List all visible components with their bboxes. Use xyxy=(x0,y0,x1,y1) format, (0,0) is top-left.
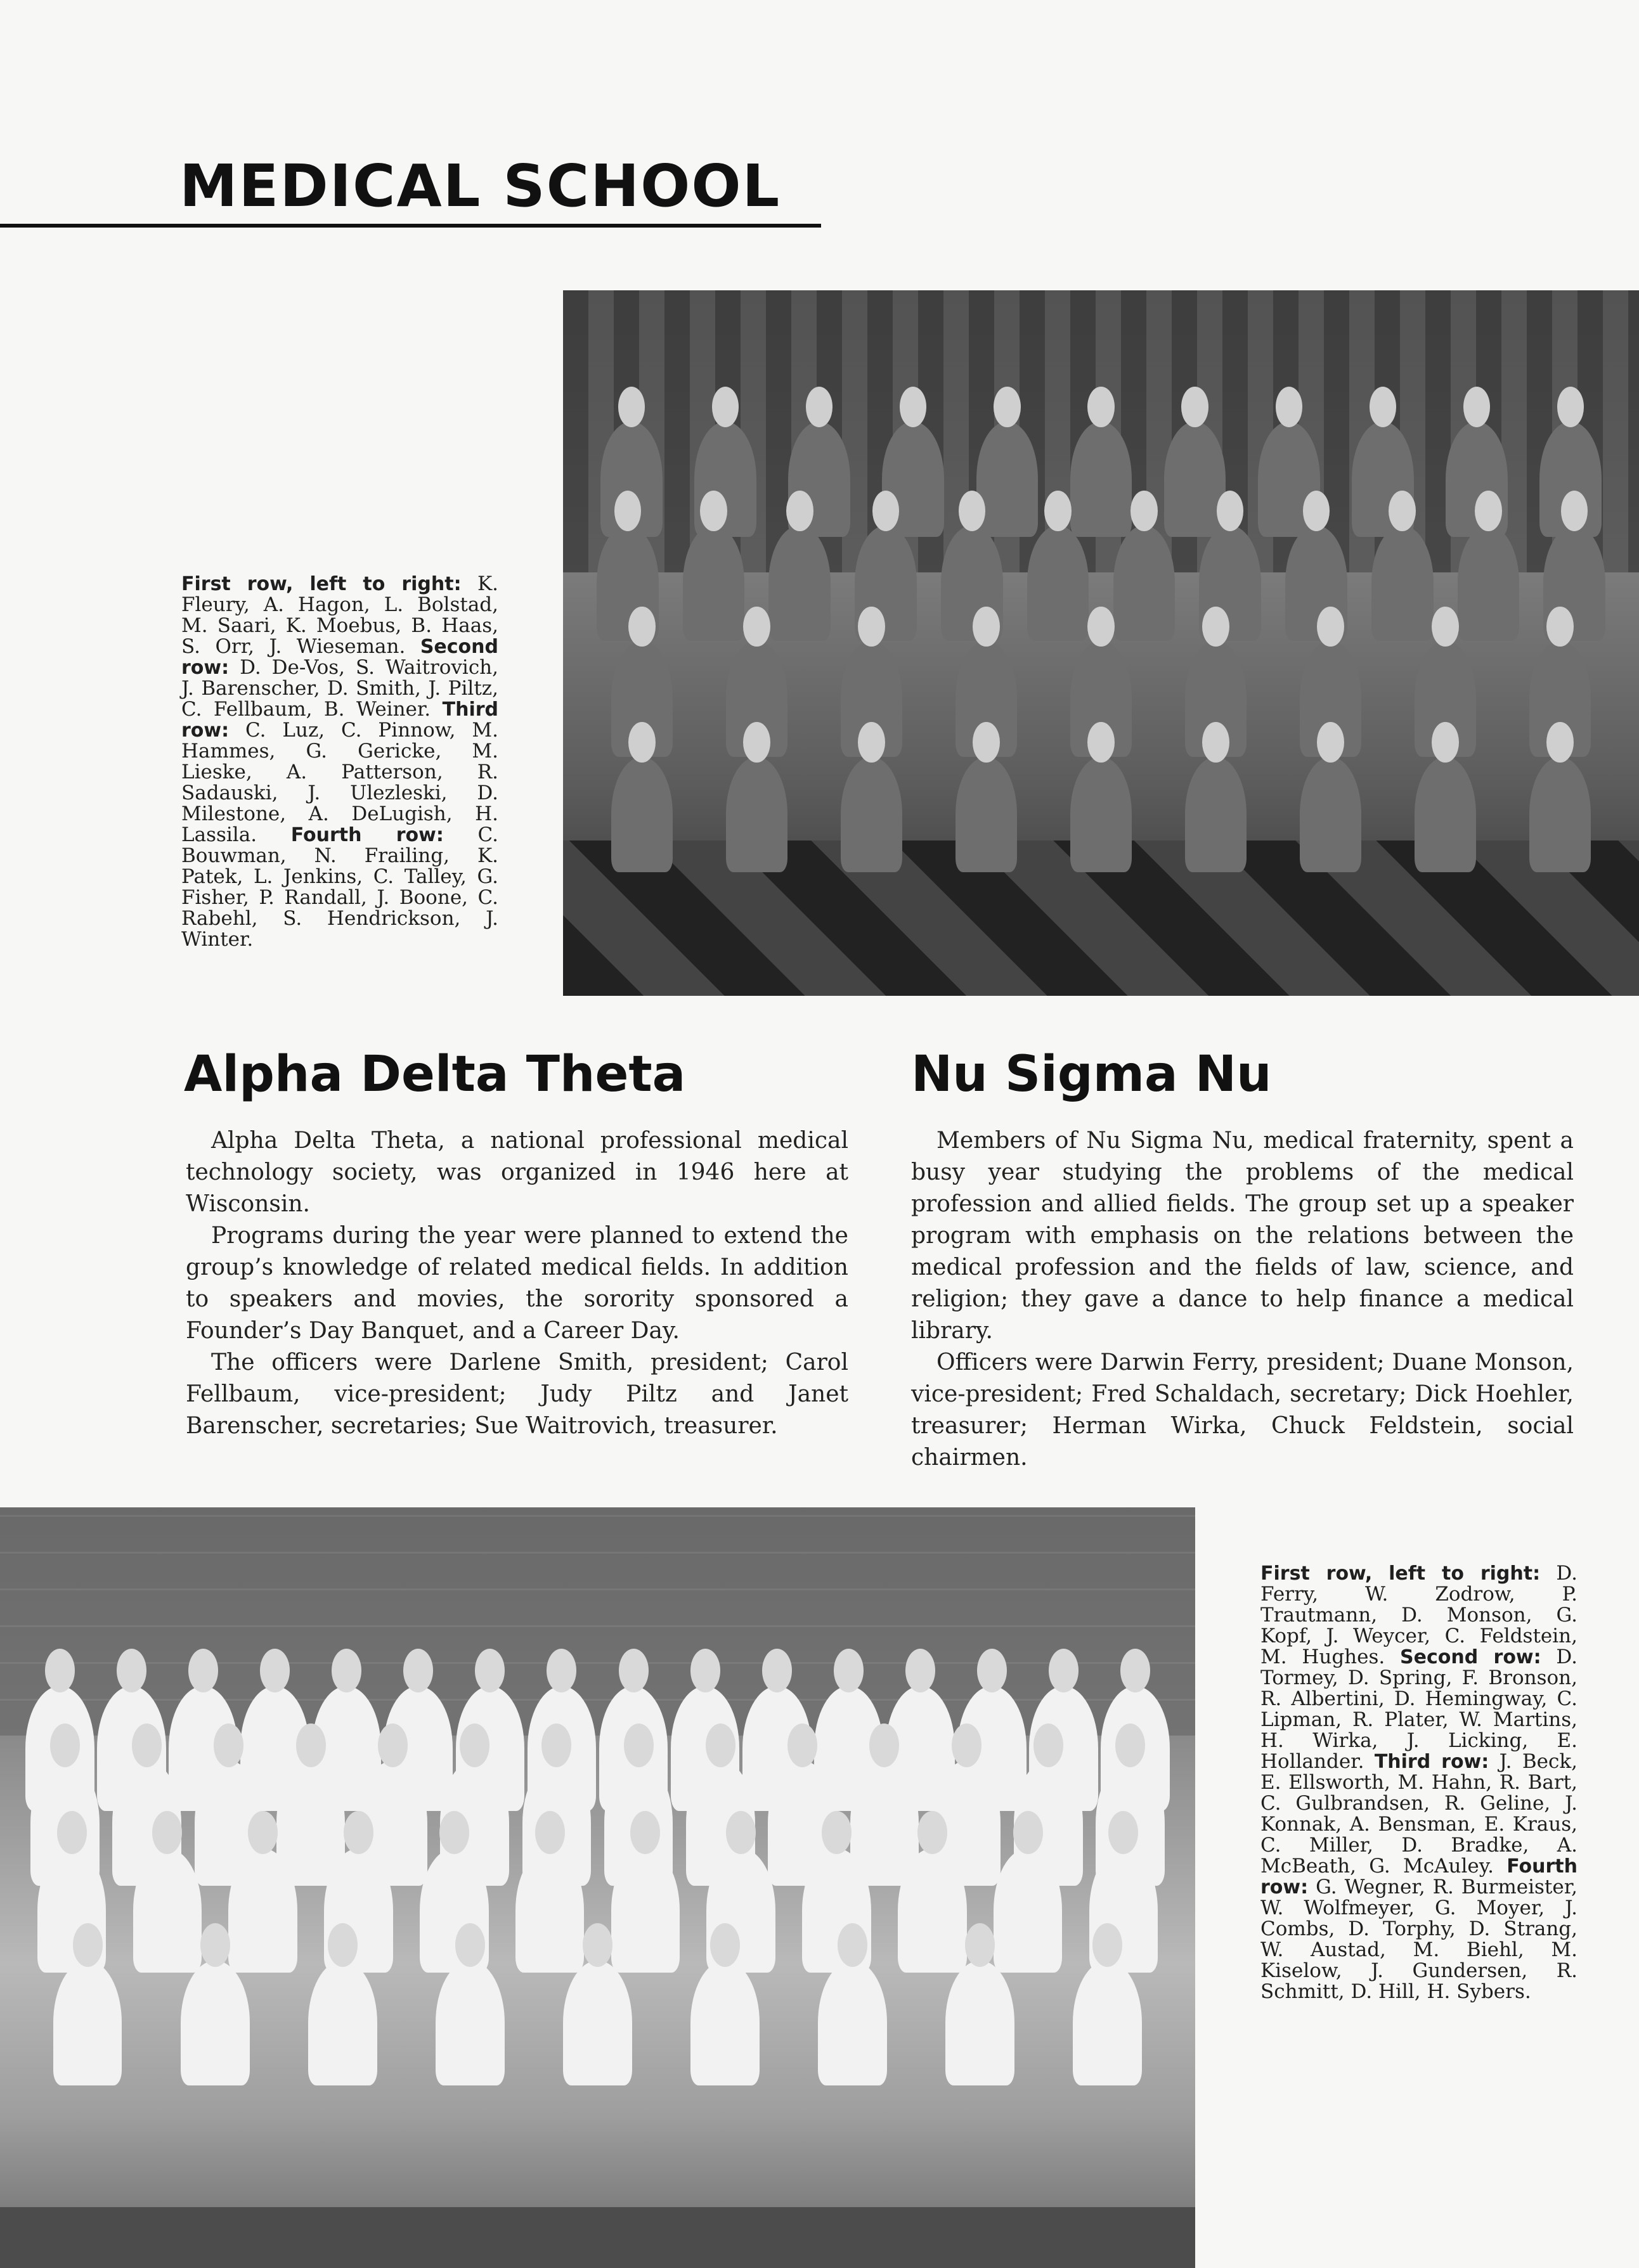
person-head xyxy=(1120,1649,1150,1692)
caption-alpha-delta-theta xyxy=(181,574,498,950)
person-head xyxy=(475,1649,505,1692)
person-head xyxy=(535,1811,565,1855)
article-alpha-delta-theta xyxy=(186,1125,848,1442)
person-head xyxy=(455,1923,485,1967)
person-head xyxy=(1546,722,1573,763)
person-head xyxy=(872,491,899,531)
person-head xyxy=(1432,607,1458,647)
person-head xyxy=(1087,722,1114,763)
person-head xyxy=(838,1923,867,1967)
person-head xyxy=(1276,387,1302,427)
person-head xyxy=(858,607,884,647)
person-figure xyxy=(308,1961,377,2085)
caption-nu-sigma-nu xyxy=(1260,1563,1577,2002)
person-head xyxy=(959,491,985,531)
person-figure xyxy=(563,1961,632,2085)
person-head xyxy=(710,1923,740,1967)
paragraph: Alpha Delta Theta, a national professional medical technology society, was organized in 1946 here at Wisconsin. xyxy=(186,1128,848,1217)
person-figure xyxy=(228,1848,297,1973)
person-head xyxy=(248,1811,278,1855)
person-head xyxy=(547,1649,576,1692)
person-head xyxy=(1475,491,1501,531)
caption-row-names: D. De-Vos, S. Waitrovich, J. Barenscher, D. Smith, J. Piltz, C. Fellbaum, B. Weiner. xyxy=(181,656,498,721)
section-title-alpha-delta-theta: Alpha Delta Theta xyxy=(184,1046,686,1103)
person-head xyxy=(200,1923,230,1967)
caption-row-names: D. Tormey, D. Spring, F. Bronson, R. Albertini, D. Hemingway, C. Lipman, R. Plater, W. Martins, H. Wirka, J. Licking, E. Hollander. xyxy=(1260,1646,1578,1773)
person-figure xyxy=(1164,422,1226,538)
person-head xyxy=(1557,387,1584,427)
person-figure xyxy=(1027,525,1089,641)
person-head xyxy=(1432,722,1458,763)
caption-row-label: Second row: xyxy=(181,636,498,679)
person-head xyxy=(743,607,770,647)
person-figure xyxy=(1070,422,1132,538)
person-head xyxy=(786,491,813,531)
person-head xyxy=(1317,607,1344,647)
person-head xyxy=(1202,607,1229,647)
person-head xyxy=(952,1724,981,1767)
caption-row-label: First row, left to right: xyxy=(1260,1562,1541,1585)
person-head xyxy=(822,1811,852,1855)
person-figure xyxy=(1300,757,1362,873)
person-figure xyxy=(1415,757,1477,873)
person-figure xyxy=(1529,757,1591,873)
caption-row-label: Fourth row: xyxy=(290,824,444,846)
person-head xyxy=(917,1811,947,1855)
caption-row-label: Third row: xyxy=(181,699,498,742)
person-head xyxy=(900,387,926,427)
photo-figures xyxy=(585,375,1617,954)
person-figure xyxy=(611,1848,680,1973)
person-head xyxy=(73,1923,103,1967)
person-head xyxy=(132,1724,162,1767)
caption-row-names: C. Bouwman, N. Frailing, K. Patek, L. Jenkins, C. Talley, G. Fisher, P. Randall, J. Boone, C. Rabehl, S. Hendrickson, J. Winter. xyxy=(181,823,498,951)
person-head xyxy=(214,1724,243,1767)
person-head xyxy=(260,1649,290,1692)
person-head xyxy=(858,722,884,763)
person-head xyxy=(700,491,727,531)
person-head xyxy=(1370,387,1396,427)
person-figure xyxy=(994,1848,1063,1973)
person-head xyxy=(1087,387,1114,427)
person-head xyxy=(1463,387,1490,427)
person-head xyxy=(619,1649,649,1692)
caption-row-names: C. Luz, C. Pinnow, M. Hammes, G. Gericke, M. Lieske, A. Patterson, R. Sadauski, J. Ulezleski, D. Milestone, A. DeLugish, H. Lassila. xyxy=(181,719,498,846)
person-head xyxy=(787,1724,817,1767)
person-head xyxy=(1389,491,1415,531)
paragraph: Officers were Darwin Ferry, president; Duane Monson, vice-president; Fred Schaldach, secretary; Dick Hoehler, treasurer; Herman Wirka, Chuck Feldstein, social chairmen. xyxy=(911,1350,1574,1471)
person-figure xyxy=(1073,1961,1142,2085)
person-head xyxy=(834,1649,864,1692)
caption-row xyxy=(1260,1855,1577,2003)
person-head xyxy=(869,1724,899,1767)
person-figure xyxy=(690,1961,760,2085)
paragraph: The officers were Darlene Smith, president; Carol Fellbaum, vice-president; Judy Piltz and Janet Barenscher, secretaries; Sue Waitrovich, treasurer. xyxy=(186,1350,848,1439)
person-head xyxy=(1087,607,1114,647)
person-figure xyxy=(181,1961,250,2085)
person-figure xyxy=(945,1961,1014,2085)
person-head xyxy=(1303,491,1330,531)
person-figure xyxy=(436,1961,505,2085)
person-head xyxy=(378,1724,408,1767)
person-figure xyxy=(611,757,673,873)
person-head xyxy=(439,1811,469,1855)
person-head xyxy=(743,722,770,763)
caption-row-label: Fourth row: xyxy=(1260,1855,1577,1898)
person-figure xyxy=(1113,525,1176,641)
person-figure xyxy=(898,1848,967,1973)
caption-row-label: Third row: xyxy=(1374,1751,1489,1773)
person-head xyxy=(541,1724,571,1767)
person-head xyxy=(460,1724,489,1767)
photo-figures xyxy=(24,1599,1172,2222)
person-head xyxy=(706,1724,735,1767)
person-figure xyxy=(956,757,1018,873)
person-head xyxy=(117,1649,146,1692)
person-figure xyxy=(133,1848,202,1973)
person-head xyxy=(628,722,655,763)
section-title-nu-sigma-nu: Nu Sigma Nu xyxy=(911,1046,1272,1103)
person-head xyxy=(344,1811,373,1855)
caption-row-label: Second row: xyxy=(1400,1646,1541,1668)
person-figure xyxy=(976,422,1039,538)
person-head xyxy=(50,1724,80,1767)
person-head xyxy=(977,1649,1007,1692)
person-head xyxy=(965,1923,995,1967)
group-photo-alpha-delta-theta xyxy=(563,290,1639,996)
person-head xyxy=(188,1649,218,1692)
title-rule xyxy=(0,224,821,228)
person-head xyxy=(1013,1811,1043,1855)
person-head xyxy=(583,1923,612,1967)
person-head xyxy=(1561,491,1588,531)
person-figure xyxy=(683,525,745,641)
person-head xyxy=(1130,491,1157,531)
person-head xyxy=(1202,722,1229,763)
paragraph: Programs during the year were planned to extend the group’s knowledge of related medical fields. In addition to speakers and movies, the sorority sponsored a Founder’s Day Banquet, and a Career Day. xyxy=(186,1223,848,1344)
person-head xyxy=(403,1649,433,1692)
person-head xyxy=(614,491,641,531)
person-head xyxy=(712,387,739,427)
caption-row-names: D. Ferry, W. Zodrow, P. Trautmann, D. Monson, G. Kopf, J. Weycer, C. Feldstein, M. Hughes. xyxy=(1260,1562,1577,1668)
person-figure xyxy=(841,757,903,873)
caption-row-names: G. Wegner, R. Burmeister, W. Wolfmeyer, G. Moyer, J. Combs, D. Torphy, D. Strang, W. Austad, M. Biehl, M. Kiselow, J. Gundersen, R. Schmitt, D. Hill, H. Sybers. xyxy=(1260,1876,1577,2003)
person-head xyxy=(1317,722,1344,763)
person-head xyxy=(690,1649,720,1692)
person-head xyxy=(45,1649,75,1692)
person-head xyxy=(1049,1649,1079,1692)
person-figure xyxy=(1070,757,1132,873)
person-figure xyxy=(53,1961,122,2085)
person-head xyxy=(1217,491,1243,531)
person-head xyxy=(994,387,1020,427)
paragraph: Members of Nu Sigma Nu, medical fraternity, spent a busy year studying the problems of the medical profession and allied fields. The group set up a speaker program with emphasis on the relations between the medical profession and the fields of law, science, and religion; they gave a dance to help finance a medical library. xyxy=(911,1128,1574,1344)
person-head xyxy=(57,1811,87,1855)
group-photo-nu-sigma-nu xyxy=(0,1507,1195,2268)
person-head xyxy=(1092,1923,1122,1967)
caption-row-label: First row, left to right: xyxy=(181,573,462,595)
page-title: MEDICAL SCHOOL xyxy=(179,152,781,220)
person-head xyxy=(1044,491,1071,531)
caption-row-names: J. Beck, E. Ellsworth, M. Hahn, R. Bart, C. Gulbrandsen, R. Geline, J. Konnak, A. Bensman, E. Kraus, C. Miller, D. Bradke, A. McBeath, G. McAuley. xyxy=(1260,1750,1578,1878)
article-nu-sigma-nu xyxy=(911,1125,1574,1474)
person-head xyxy=(296,1724,326,1767)
caption-row-names: K. Fleury, A. Hagon, L. Bolstad, M. Saari, K. Moebus, B. Haas, S. Orr, J. Wieseman. xyxy=(181,572,498,658)
person-figure xyxy=(1458,525,1520,641)
person-head xyxy=(618,387,645,427)
person-head xyxy=(973,607,999,647)
person-figure xyxy=(818,1961,887,2085)
person-head xyxy=(905,1649,935,1692)
person-head xyxy=(1115,1724,1145,1767)
person-head xyxy=(806,387,832,427)
person-head xyxy=(1033,1724,1063,1767)
person-head xyxy=(1546,607,1573,647)
person-head xyxy=(328,1923,358,1967)
person-figure xyxy=(515,1848,585,1973)
person-head xyxy=(726,1811,756,1855)
person-figure xyxy=(726,757,788,873)
person-figure xyxy=(1371,525,1434,641)
person-figure xyxy=(1185,757,1247,873)
person-figure xyxy=(768,525,831,641)
person-head xyxy=(624,1724,654,1767)
person-head xyxy=(332,1649,361,1692)
person-head xyxy=(762,1649,792,1692)
person-head xyxy=(973,722,999,763)
person-head xyxy=(628,607,655,647)
person-head xyxy=(1181,387,1208,427)
